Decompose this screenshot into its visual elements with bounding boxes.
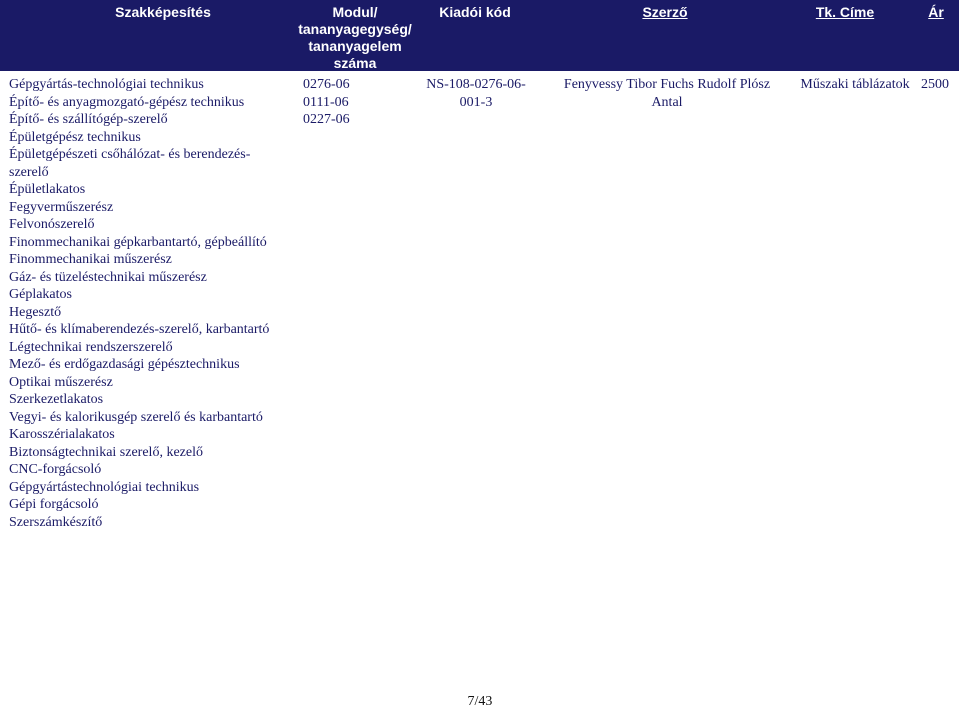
szakkepesites-item: Gépgyártástechnológiai technikus bbox=[9, 479, 200, 495]
header-tk-cime: Tk. Címe bbox=[815, 4, 875, 20]
page-number: 7/43 bbox=[467, 694, 493, 709]
szakkepesites-item: Finommechanikai műszerész bbox=[9, 252, 172, 267]
szakkepesites-item: Gáz- és tüzeléstechnikai műszerész bbox=[9, 269, 207, 285]
szakkepesites-item: Szerszámkészítő bbox=[9, 514, 103, 530]
table-header bbox=[0, 0, 959, 71]
header-modul-line1: Modul/ bbox=[332, 4, 378, 20]
szakkepesites-item: Légtechnikai rendszerszerelő bbox=[9, 339, 173, 355]
szakkepesites-item: Mező- és erdőgazdasági gépésztechnikus bbox=[9, 357, 240, 372]
header-szakkepesites: Szakképesítés bbox=[115, 4, 211, 20]
szakkepesites-item: Optikai műszerész bbox=[9, 374, 113, 390]
header-modul-line4: száma bbox=[333, 55, 377, 71]
ar-cell: 2500 bbox=[921, 77, 949, 92]
header-modul-line3: tananyagelem bbox=[308, 38, 402, 54]
szakkepesites-item: Géplakatos bbox=[9, 287, 72, 302]
header-ar: Ár bbox=[928, 4, 944, 20]
szakkepesites-item: Vegyi- és kalorikusgép szerelő és karbantartó bbox=[9, 409, 263, 425]
modul-item: 0276-06 bbox=[303, 77, 350, 92]
szakkepesites-item: Épületgépészeti csőhálózat- és berendezés-szerelő bbox=[9, 147, 251, 180]
szakkepesites-item: CNC-forgácsoló bbox=[9, 462, 102, 477]
szakkepesites-item: Gépgyártás-technológiai technikus bbox=[9, 77, 204, 92]
szakkepesites-item: Építő- és szállítógép-szerelő bbox=[9, 112, 168, 127]
tk-cime-cell: Műszaki táblázatok bbox=[800, 77, 910, 92]
szakkepesites-item: Szerkezetlakatos bbox=[9, 392, 104, 407]
header-kiadoi-kod: Kiadói kód bbox=[439, 4, 511, 20]
szakkepesites-item: Finommechanikai gépkarbantartó, gépbeállító bbox=[9, 234, 267, 250]
header-modul bbox=[290, 4, 420, 72]
header-modul-line2: tananyagegység/ bbox=[298, 21, 412, 37]
szakkepesites-item: Építő- és anyagmozgató-gépész technikus bbox=[9, 94, 245, 110]
szakkepesites-item: Hűtő- és klímaberendezés-szerelő, karbantartó bbox=[9, 322, 270, 337]
kiadoi-kod-cell: NS-108-0276-06-001-3 bbox=[426, 77, 526, 110]
szakkepesites-item: Hegesztő bbox=[9, 304, 62, 320]
szakkepesites-item: Karosszérialakatos bbox=[9, 427, 115, 442]
szakkepesites-item: Biztonságtechnikai szerelő, kezelő bbox=[9, 444, 203, 460]
szakkepesites-item: Épületlakatos bbox=[9, 182, 86, 197]
szerzo-cell: Fenyvessy Tibor Fuchs Rudolf Plósz Antal bbox=[563, 77, 771, 110]
szakkepesites-item: Gépi forgácsoló bbox=[9, 497, 99, 512]
header-szerzo: Szerző bbox=[642, 4, 688, 20]
szakkepesites-item: Épületgépész technikus bbox=[9, 129, 141, 145]
modul-list bbox=[303, 76, 383, 129]
modul-item: 0111-06 bbox=[303, 94, 349, 110]
szakkepesites-item: Fegyverműszerész bbox=[9, 199, 114, 215]
modul-item: 0227-06 bbox=[303, 112, 350, 127]
szakkepesites-list bbox=[9, 76, 299, 531]
szakkepesites-item: Felvonószerelő bbox=[9, 217, 95, 232]
